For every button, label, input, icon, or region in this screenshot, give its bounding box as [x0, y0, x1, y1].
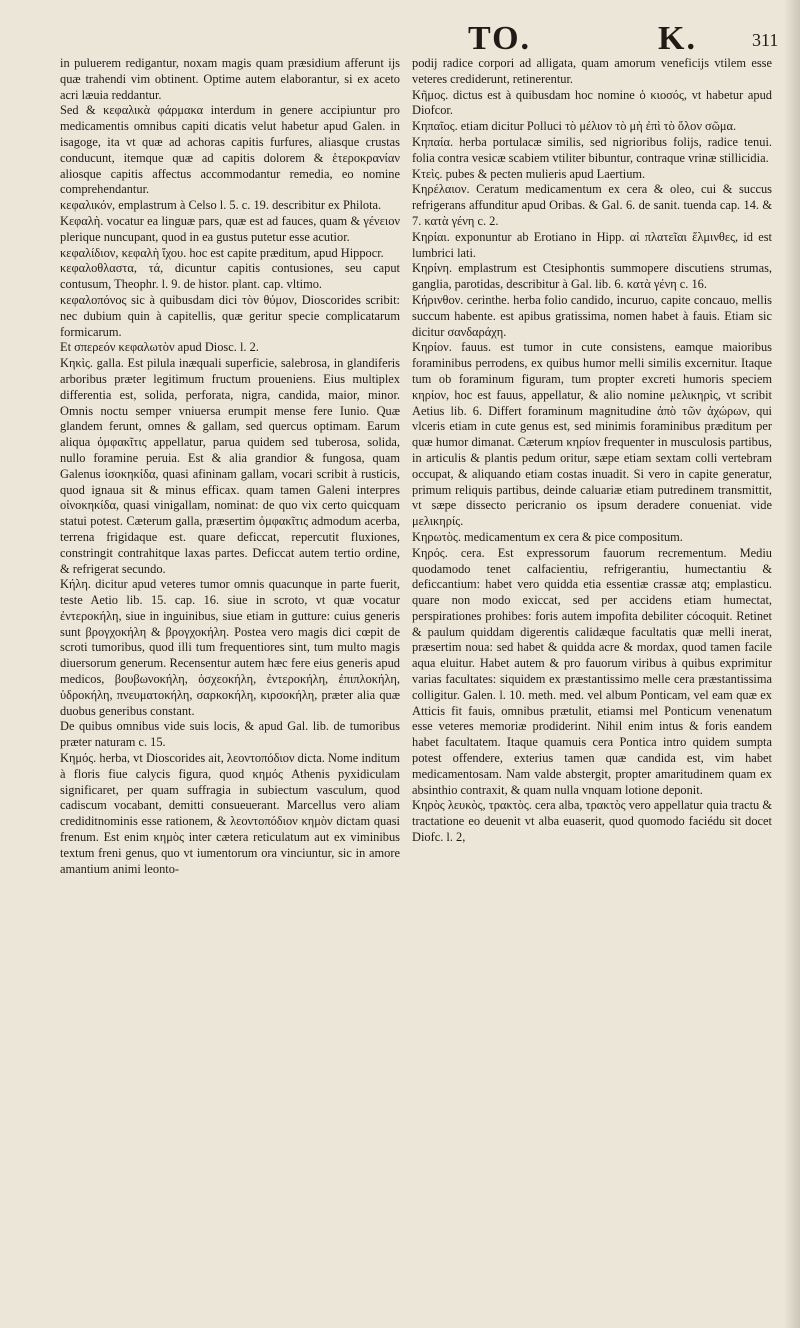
paragraph: Κημός. herba, vt Dioscorides ait, λεοντοπόδιον dicta. Nome inditum à floris fiue calycis figura, quod κημός Athenis pyxidiculam significaret, per quam suffragia in subiectum vasculum, quod cadiscum vocabant, demitti consueuerant. Marcellus vero aliam crediditnominis esse rationem, & λεοντοπόδιον κημὸν dictam quasi frenum. Est enim κημὸς inter cætera reticulatum aut ex viminibus textum freni genus, quo vt iumentorum ora vinciuntur, sic in amore amantium animi leonto- — [60, 751, 400, 876]
paragraph: Κηρωτὸς. medicamentum ex cera & pice compositum. — [412, 529, 683, 544]
paragraph: Κήρινθον. cerinthe. herba folio candido, incuruo, capite concauo, mellis succum habente. est apibus gratissima, nomen habet à fauis. Etiam sic dicitur σανδαράχη. — [412, 292, 772, 339]
paragraph: κεφαλίδιον, κεφαλὴ ἴχου. hoc est capite præditum, apud Hippocr. — [60, 245, 384, 260]
paragraph: Κήλη. dicitur apud veteres tumor omnis quacunque in parte fuerit, teste Aetio lib. 15. cap. 16. siue in scroto, vt quæ vocatur ἐντεροκήλη, siue in inguinibus, siue etiam in gutture: cuius generis sunt βρογχοκήλη & βρογχοκήλη. Postea vero magis dici cœpit de scroti tumoribus, quod illi tum frequentiores sint, tum multo magis diuersorum generum. Recensentur autem hæc fere eius generis apud medicos, βουβωνοκήλη, ὀσχεοκήλη, ἐντεροκήλη, ἐπιπλοκήλη, ὑδροκήλη, πνευματοκήλη, σαρκοκήλη, κιρσοκήλη, præter alia quæ duobus generibus constant. — [60, 577, 400, 718]
page-number: 311 — [752, 30, 779, 50]
paragraph: Κτεὶς. pubes & pecten mulieris apud Laertium. — [412, 166, 646, 181]
header-letters-left: TO. — [468, 20, 532, 57]
header-letters-right: K. — [658, 20, 697, 57]
paragraph: Κηρὸς λευκὸς, τρακτὸς. cera alba, τρακτὸς vero appellatur quia tractu & tractatione eo deuenit vt alba euaserit, quod quomodo faciédu sit docet Diofc. l. 2, — [412, 798, 772, 845]
paragraph: κεφαλοθλαστα, τά, dicuntur capitis contusiones, seu caput contusum, Theophr. l. 9. de histor. plant. cap. vltimo. — [60, 261, 400, 292]
right-text-column — [412, 56, 772, 1318]
paragraph: Κηπαία. herba portulacæ similis, sed nigrioribus folijs, radice tenui. folia contra vesicæ scabiem vtiliter bibuntur, contraque vrinæ stillicidia. — [412, 134, 772, 165]
running-header — [0, 8, 800, 57]
left-text-column — [60, 56, 400, 1318]
paragraph: Κηρίον. fauus. est tumor in cute consistens, eamque maioribus foraminibus perrodens, ex quibus humor melli similis excernitur. Itaque tum ob foraminum figuram, tum propter excreti humoris speciem κηρίον, hoc est fauus, appellatur, & alio nomine μελικηρὶς, vt scribit Aetius lib. 6. Differt foraminum magnitudine ἀπὸ τῶν ἀχώρων, qui vlceris etiam in cute genus est, sed minimis foraminibus præditum per quæ humor dimanat. Cæterum κηρίον frequenter in musculosis partibus, in articulis & plantis pedum oritur, sæpe etiam sextam colli vertebram occupat, & aliquando etiam costas inuadit. Si vero in capite generatur, primum reliquis partibus, deinde caluariæ etiam putredinem transmittit, vt sæpe dissecto pericranio os ipsum deradere conueniat. vide μελικηρίς. — [412, 340, 772, 529]
paragraph: κεφαλικόν, emplastrum à Celso l. 5. c. 19. describitur ex Philota. — [60, 198, 382, 213]
paragraph: in puluerem redigantur, noxam magis quam præsidium afferunt ijs quæ trahendi vim obtinent. Optime autem elaborantur, si ex aceto acri læuia reddantur. — [60, 56, 400, 102]
paragraph: Κηρίαι. exponuntur ab Erotiano in Hipp. αἱ πλατεῖαι ἕλμινθες, id est lumbrici lati. — [412, 229, 772, 260]
paragraph: Κηκὶς. galla. Est pilula inæquali superficie, salebrosa, in glandiferis arboribus præter legitimum fructum proueniens. Eius multiplex differentia est, solida, perforata, nigra, candida, maior, minor. Omnis noctu semper vniuersa erumpit mense fere Iunio. Quæ glandem ferunt, omnes & gallam, sed quercus optimam. Earum aliqua ὀμφακῖτις appellatur, parua quidem sed tuberosa, solida, nullo foramine peruia. Est & alia grandior & fungosa, quam Galenus ἰσοκηκίδα, quasi afininam gallam, vocari scribit à rusticis, quod ignaua sit & minus efficax. quam tamen Galeni interpres οἰνοκηκίδα, quasi vinigallam, nominat: de quo vix certo quicquam statui potest. Cæterum galla, præsertim ὀμφακῖτις admodum acerba, terrena frigidaque est. quare deficcat, repercutit fluxiones, constringit contrahitque laxas partes. Deficcat autem tertio ordine, & refrigerat secundo. — [60, 356, 400, 576]
paragraph: Κηρός. cera. Est expressorum fauorum recrementum. Mediu quodamodo tenet calfacientiu, refrigerantiu, humectantiu & deficcantium: habet vero quidda etia essentiæ crassæ atq; emplasticu. quare non modo exiccat, sed per accidens etiam humectat, perspirationes prohibes: foris autem impofita debiliter cócoquit. Retinet & paulum quiddam digerentis calidæque facultatis quæ melli inerat, præsertim noua: sed habet & quidda acre & mordax, quod tamen facile aqua eluitur. Habet autem & pro fauorum viribus à quibus exprimitur varias facultates: siquidem ex præstantissimo melle cera præstantissima colligitur. Galen. l. 10. meth. med. vel album Ponticam, vel eam quæ ex Atticis fit fauis, omnibus prætulit, etiamsi mel Ponticum venenatum esse veteres memoriæ prodiderint. Nihil enim intus & foris eandem habet facultatem. Itaque quamuis cera Pontica intro quidem sumpta potest offendere, exterius tamen quæ candida est, vim habet medicamentosam. Nam valde abstergit, propter amaritudinem quam ex absinthio contraxit, & quam nulla vnquam lotione deponit. — [412, 545, 772, 797]
paragraph: De quibus omnibus vide suis locis, & apud Gal. lib. de tumoribus præter naturam c. 15. — [60, 719, 400, 750]
paragraph: Κηπαῖος. etiam dicitur Polluci τὸ μέλιον τὸ μὴ ἐπὶ τὸ ὅλον σῶμα. — [412, 119, 737, 134]
paragraph: Et σπερεόν κεφαλωτὸν apud Diosc. l. 2. — [60, 340, 259, 355]
page-edge-shadow — [784, 0, 800, 1328]
paragraph: Κηρίνη. emplastrum est Ctesiphontis summopere discutiens strumas, ganglia, parotidas, describitur à Gal. lib. 6. κατὰ γένη c. 16. — [412, 261, 772, 292]
paragraph: Κεφαλὴ. vocatur ea linguæ pars, quæ est ad fauces, quam & γένειον plerique nuncupant, quod in ea gustus putetur esse acutior. — [60, 213, 400, 244]
paragraph: Sed & κεφαλικὰ φάρμακα interdum in genere accipiuntur pro medicamentis omnibus capiti dicatis velut habetur apud Galen. in isagoge, ita vt quæ ad achoras capitis furfures, aliasque crustas conducunt, itemque quæ ad capitis dolorem & ἑτεροκρανίαν aliosque capitis affectus accommodantur remedia, eo nomine comprehendantur. — [60, 103, 400, 197]
paragraph: κεφαλοπόνος sic à quibusdam dici τὸν θύμον, Dioscorides scribit: nec dubium quin à capitellis, quæ geritur specie complicatarum formicarum. — [60, 292, 400, 339]
paragraph: podij radice corpori ad alligata, quam amorum veneficijs vtilem esse veteres crediderunt, retinerentur. — [412, 56, 772, 86]
paragraph: Κῆμος. dictus est à quibusdam hoc nomine ὁ κιοσός, vt habetur apud Diofcor. — [412, 87, 772, 118]
paragraph: Κηρέλαιον. Ceratum medicamentum ex cera & oleo, cui & succus refrigerans affunditur apud Oribas. & Gal. 6. de sanit. tuenda cap. 14. & 7. κατὰ γένη c. 2. — [412, 182, 772, 228]
